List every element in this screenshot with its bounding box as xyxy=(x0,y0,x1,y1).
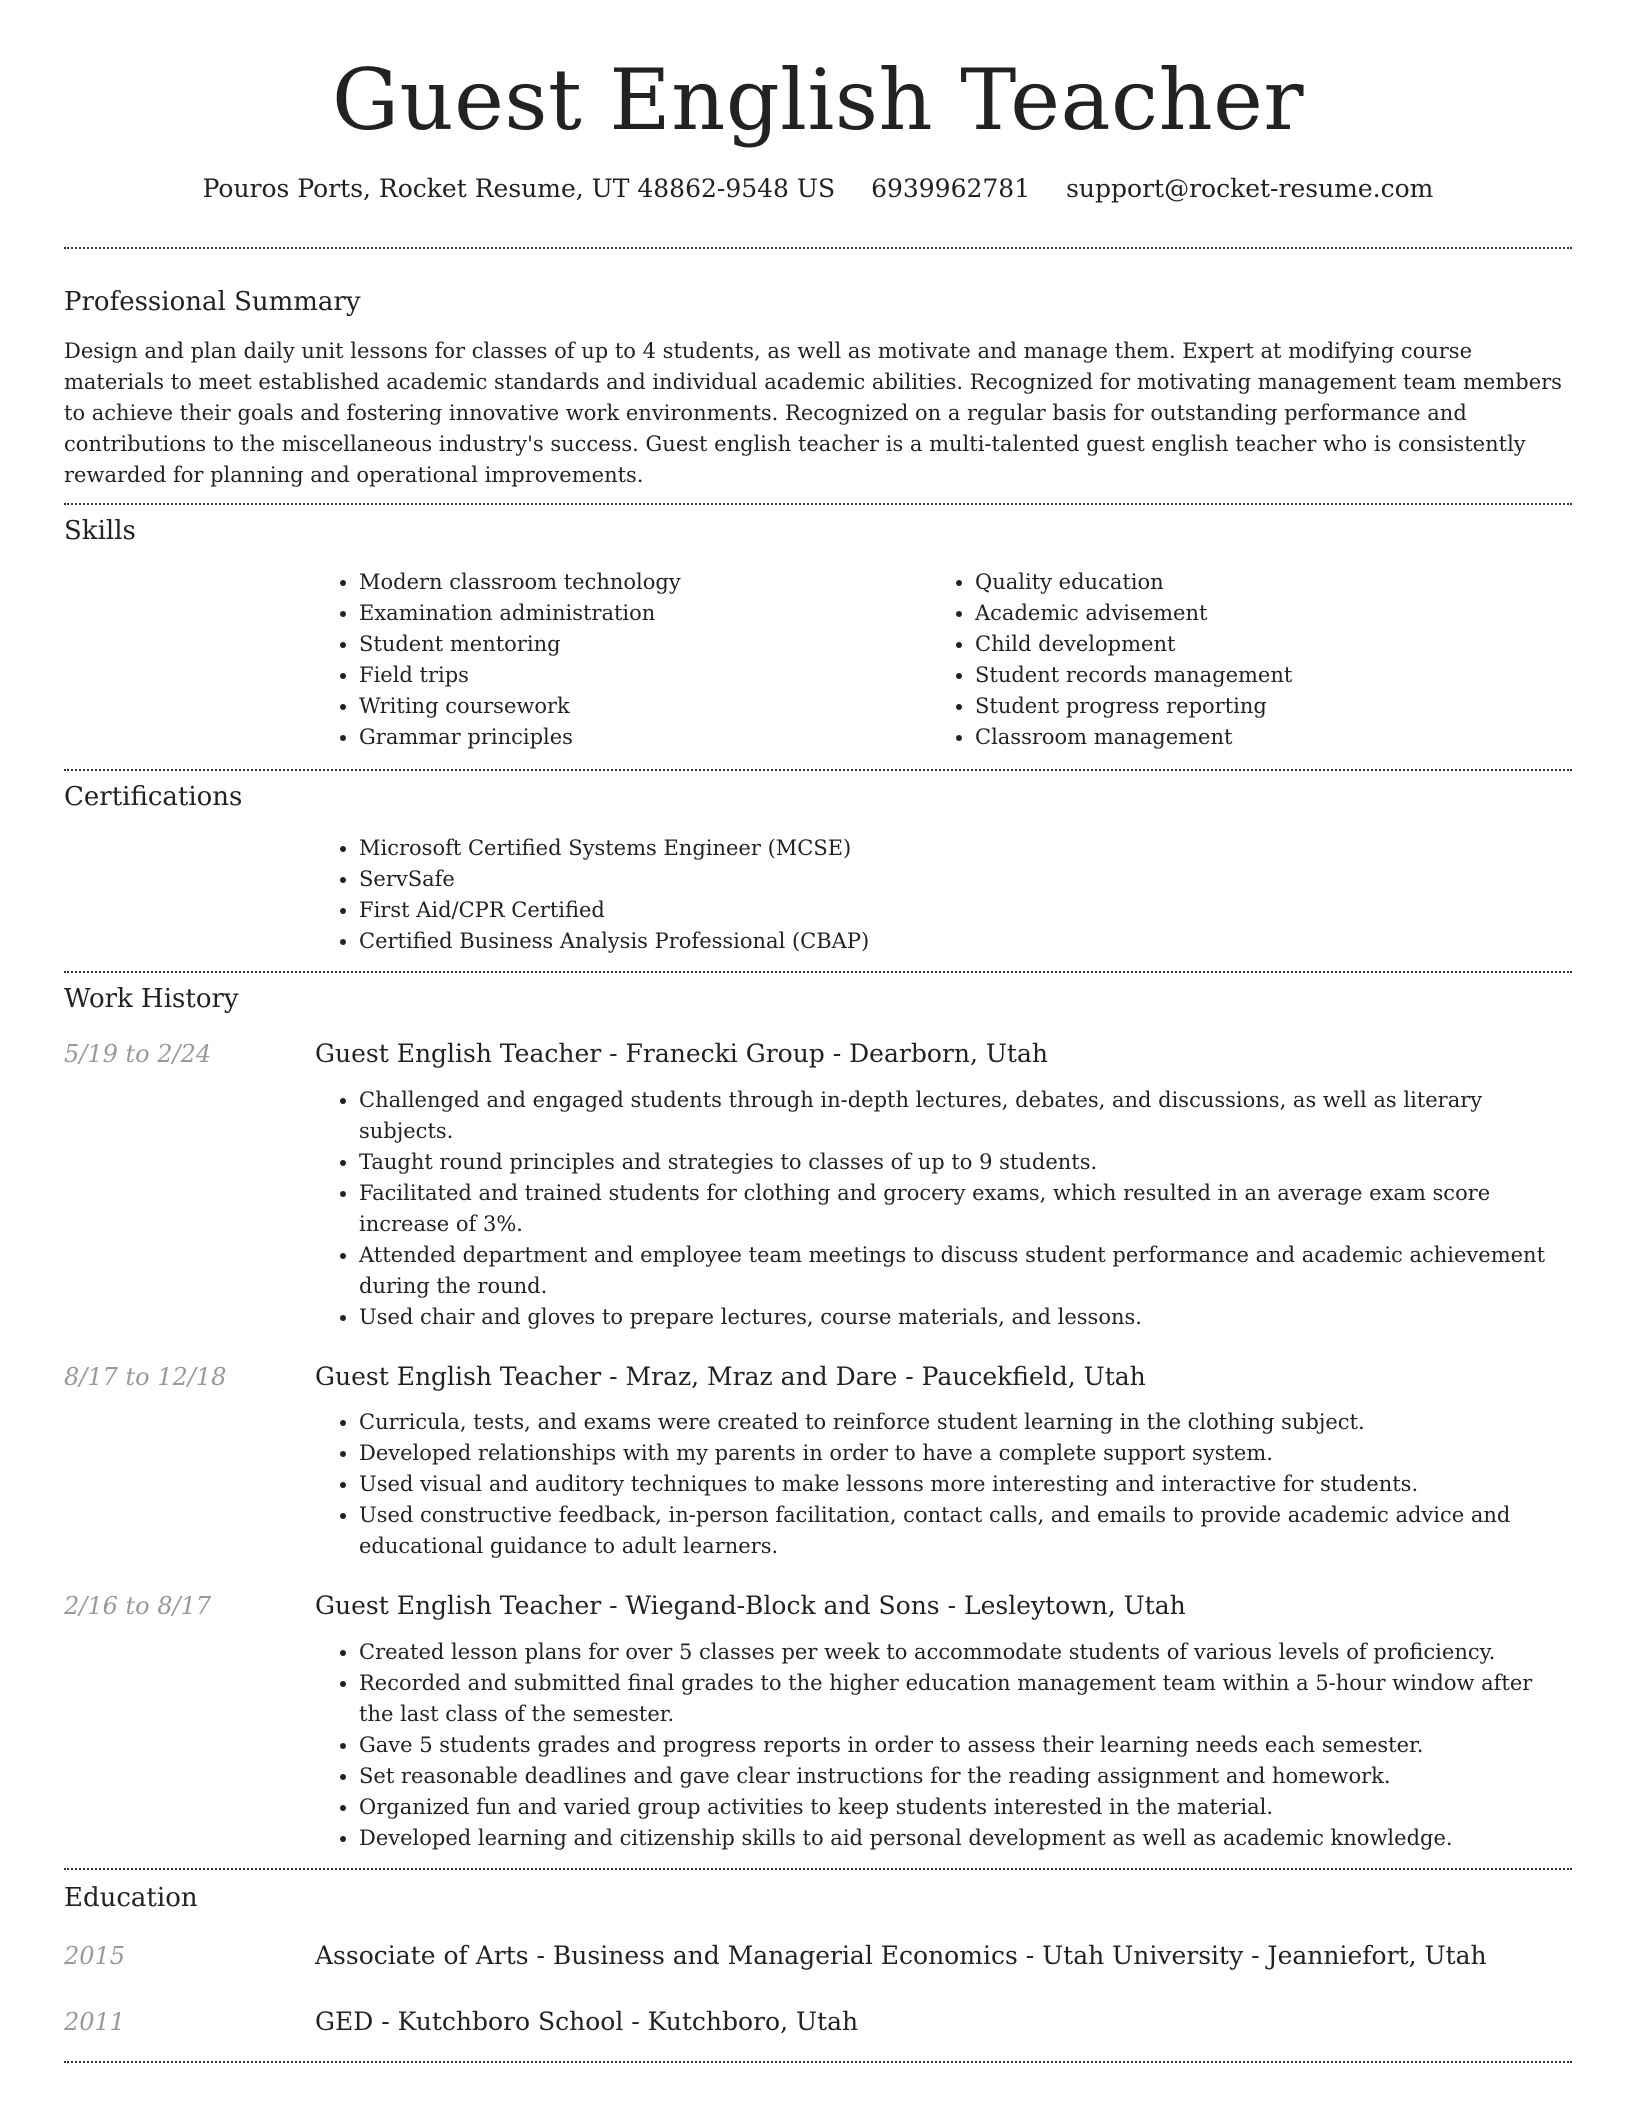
job-entry xyxy=(64,1361,1572,1563)
contact-email: support@rocket-resume.com xyxy=(1066,173,1434,203)
contact-address: Pouros Ports, Rocket Resume, UT 48862-9548 US xyxy=(202,173,836,203)
job-bullets xyxy=(315,1407,1572,1562)
job-title: Guest English Teacher - Wiegand-Block and Sons - Lesleytown, Utah xyxy=(315,1591,1186,1621)
candidate-name: Guest English Teacher xyxy=(331,51,1305,149)
job-date: 8/17 to 12/18 xyxy=(64,1362,227,1391)
job-bullet: • Curricula, tests, and exams were created to reinforce student learning in the clothing subject. xyxy=(359,1407,1572,1438)
skill-item: • Modern classroom technology xyxy=(359,567,931,598)
job-bullet: • Gave 5 students grades and progress reports in order to assess their learning needs each semester. xyxy=(359,1730,1572,1761)
job-entry xyxy=(64,1038,1572,1333)
skills-title: Skills xyxy=(64,516,136,547)
education-title-line: GED - Kutchboro School - Kutchboro, Utah xyxy=(315,2007,859,2037)
skills-list-left xyxy=(315,567,931,753)
education-entry xyxy=(64,2006,1572,2039)
job-bullet: • Taught round principles and strategies to classes of up to 9 students. xyxy=(359,1147,1572,1178)
job-bullet: • Attended department and employee team meetings to discuss student performance and academic achievement during the round. xyxy=(359,1240,1572,1302)
job-header xyxy=(64,1590,1572,1623)
certification-item: • ServSafe xyxy=(359,864,1572,895)
certification-item: • Certified Business Analysis Professional (CBAP) xyxy=(359,926,1572,957)
divider xyxy=(64,503,1572,505)
skill-item: • Child development xyxy=(975,629,1547,660)
job-bullet: • Facilitated and trained students for clothing and grocery exams, which resulted in an average exam score increase of 3%. xyxy=(359,1178,1572,1240)
skill-item: • Grammar principles xyxy=(359,722,931,753)
skill-item: • Student progress reporting xyxy=(975,691,1547,722)
job-bullet: • Challenged and engaged students through in-depth lectures, debates, and discussions, as well as literary subjects. xyxy=(359,1085,1572,1147)
job-title: Guest English Teacher - Mraz, Mraz and Dare - Paucekfield, Utah xyxy=(315,1361,1146,1391)
job-bullet: • Developed learning and citizenship skills to aid personal development as well as academic knowledge. xyxy=(359,1823,1572,1854)
education-date: 2011 xyxy=(64,2008,126,2037)
skill-item: • Quality education xyxy=(975,567,1547,598)
skill-item: • Student records management xyxy=(975,660,1547,691)
job-header xyxy=(64,1038,1572,1071)
skills-list-right xyxy=(931,567,1547,753)
job-header xyxy=(64,1361,1572,1394)
divider xyxy=(64,247,1572,249)
skills-columns xyxy=(315,567,1572,753)
work-section xyxy=(64,983,1572,1854)
skill-item: • Writing coursework xyxy=(359,691,931,722)
divider xyxy=(64,2061,1572,2063)
job-bullets xyxy=(315,1637,1572,1854)
job-date: 5/19 to 2/24 xyxy=(64,1040,212,1069)
job-bullet: • Used chair and gloves to prepare lectures, course materials, and lessons. xyxy=(359,1302,1572,1333)
job-bullet: • Set reasonable deadlines and gave clear instructions for the reading assignment and homework. xyxy=(359,1761,1572,1792)
job-bullets xyxy=(315,1085,1572,1333)
certification-item: • Microsoft Certified Systems Engineer (MCSE) xyxy=(359,833,1572,864)
skills-section xyxy=(64,515,1572,753)
resume-page xyxy=(64,0,1572,2063)
job-title: Guest English Teacher - Franecki Group - Dearborn, Utah xyxy=(315,1039,1048,1069)
job-bullet: • Created lesson plans for over 5 classes per week to accommodate students of various levels of proficiency. xyxy=(359,1637,1572,1668)
skill-item: • Academic advisement xyxy=(975,598,1547,629)
education-title-line: Associate of Arts - Business and Managerial Economics - Utah University - Jeanniefort, Utah xyxy=(315,1940,1487,1970)
divider xyxy=(64,971,1572,973)
divider xyxy=(64,1868,1572,1870)
work-title: Work History xyxy=(64,983,239,1014)
certifications-section xyxy=(64,781,1572,957)
contact-phone: 6939962781 xyxy=(871,173,1031,203)
skill-item: • Examination administration xyxy=(359,598,931,629)
job-bullet: • Recorded and submitted final grades to the higher education management team within a 5-hour window after the last class of the semester. xyxy=(359,1668,1572,1730)
certifications-list xyxy=(315,833,1572,957)
divider xyxy=(64,769,1572,771)
certifications-title: Certifications xyxy=(64,781,243,812)
summary-text: Design and plan daily unit lessons for classes of up to 4 students, as well as motivate and manage them. Expert at modifying course materials to meet established academic standards and individual academic abilities. Recognized for motivating management team members to achieve their goals and fostering innovative work environments. Recognized on a regular basis for outstanding performance and contributions to the miscellaneous industry's success. Guest english teacher is a multi-talented guest english teacher who is consistently rewarded for planning and operational improvements. xyxy=(64,339,1562,488)
education-date: 2015 xyxy=(64,1941,126,1970)
job-bullet: • Organized fun and varied group activities to keep students interested in the material. xyxy=(359,1792,1572,1823)
skill-item: • Field trips xyxy=(359,660,931,691)
skill-item: • Student mentoring xyxy=(359,629,931,660)
certification-item: • First Aid/CPR Certified xyxy=(359,895,1572,926)
education-section xyxy=(64,1882,1572,2039)
skill-item: • Classroom management xyxy=(975,722,1547,753)
job-entry xyxy=(64,1590,1572,1854)
summary-section xyxy=(64,286,1572,491)
job-bullet: • Developed relationships with my parents in order to have a complete support system. xyxy=(359,1438,1572,1469)
job-date: 2/16 to 8/17 xyxy=(64,1592,212,1621)
job-bullet: • Used visual and auditory techniques to make lessons more interesting and interactive for students. xyxy=(359,1469,1572,1500)
contact-line xyxy=(64,173,1572,206)
job-bullet: • Used constructive feedback, in-person facilitation, contact calls, and emails to provide academic advice and educational guidance to adult learners. xyxy=(359,1500,1572,1562)
education-title: Education xyxy=(64,1882,198,1913)
summary-title: Professional Summary xyxy=(64,287,361,318)
education-entry xyxy=(64,1940,1572,1973)
